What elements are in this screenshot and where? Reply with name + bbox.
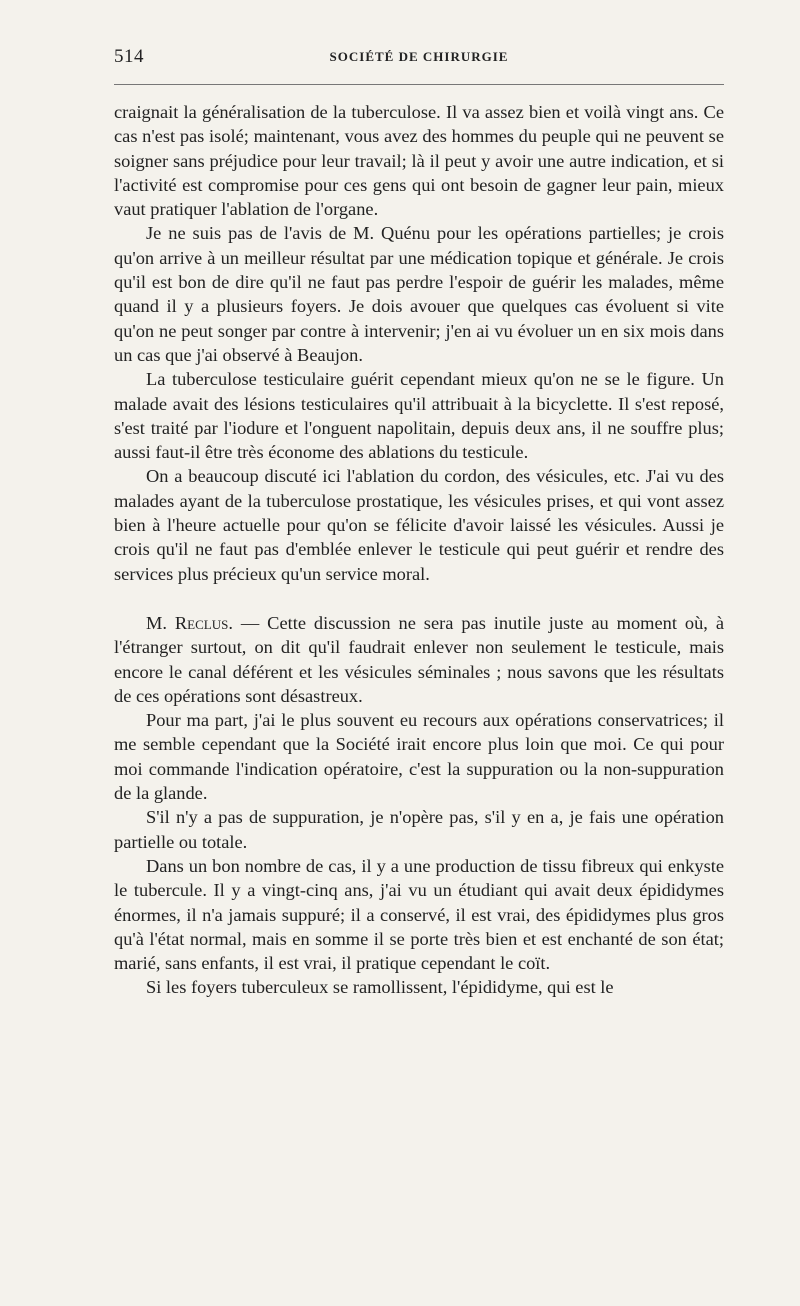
page-number: 514: [114, 46, 144, 67]
paragraph-8: Dans un bon nombre de cas, il y a une production de tissu fibreux qui enkyste le tubercule. Il y a vingt-cinq ans, j'ai vu un étudiant qui avait deux épididymes énormes, il n'a jamais suppuré; il a conservé, il est vrai, des épididymes plus gros qu'à l'état normal, mais en somme il se porte très bien et est enchanté de son état; marié, sans enfants, il est vrai, il pratique cependant le coït.: [114, 855, 724, 974]
body-text: [114, 100, 724, 1000]
speaker-name: M. Reclus.: [146, 612, 233, 633]
paragraph-5-text: — Cette discussion ne sera pas inutile juste au moment où, à l'étranger surtout, on dit qu'il faudrait enlever non seulement le testicule, mais encore le canal déférent et les vésicules séminales ; nous savons que les résultats de ces opérations sont désastreux.: [114, 612, 724, 706]
header-rule: [114, 84, 724, 85]
paragraph-6: Pour ma part, j'ai le plus souvent eu recours aux opérations conservatrices; il me semble cependant que la Société irait encore plus loin que moi. Ce qui pour moi commande l'indication opératoire, c'est la suppuration ou la non-suppuration de la glande.: [114, 710, 724, 804]
paragraph-1: craignait la généralisation de la tuberculose. Il va assez bien et voilà vingt ans. Ce cas n'est pas isolé; maintenant, vous avez des hommes du peuple qui ne peuvent se soigner sans préjudice pour leur travail; là il peut y avoir une autre indication, et si l'activité est compromise pour ces gens qui ont besoin de gagner leur pain, mieux vaut pratiquer l'ablation de l'organe.: [114, 102, 724, 220]
paragraph-3: La tuberculose testiculaire guérit cependant mieux qu'on ne se le figure. Un malade avait des lésions testiculaires qu'il attribuait à la bicyclette. Il s'est reposé, s'est traité par l'iodure et l'onguent napolitain, depuis deux ans, il ne souffre plus; aussi faut-il être très économe des ablations du testicule.: [114, 369, 724, 463]
paragraph-5: [114, 611, 724, 708]
running-title: SOCIÉTÉ DE CHIRURGIE: [329, 49, 509, 64]
paragraph-2: Je ne suis pas de l'avis de M. Quénu pour les opérations partielles; je crois qu'on arrive à un meilleur résultat par une médication topique et générale. Je crois qu'il est bon de dire qu'il ne faut pas perdre l'espoir de guérir les malades, même quand il y a plusieurs foyers. Je dois avouer que quelques cas évoluent si vite qu'on ne peut songer par contre à intervenir; j'en ai vu évoluer un en six mois dans un cas que j'ai observé à Beaujon.: [114, 223, 724, 365]
book-page: [114, 0, 724, 1306]
paragraph-9: Si les foyers tuberculeux se ramollissent, l'épididyme, qui est le: [146, 977, 614, 998]
paragraph-7: S'il n'y a pas de suppuration, je n'opère pas, s'il y en a, je fais une opération partielle ou totale.: [114, 807, 724, 852]
paragraph-4: On a beaucoup discuté ici l'ablation du cordon, des vésicules, etc. J'ai vu des malades ayant de la tuberculose prostatique, les vésicules prises, et qui vont assez bien à l'heure actuelle pour qu'on se félicite d'avoir laissé les vésicules. Aussi je crois qu'il ne faut pas d'emblée enlever le testicule qui peut guérir et rendre des services plus précieux qu'un service moral.: [114, 466, 724, 584]
running-header: [114, 46, 724, 70]
